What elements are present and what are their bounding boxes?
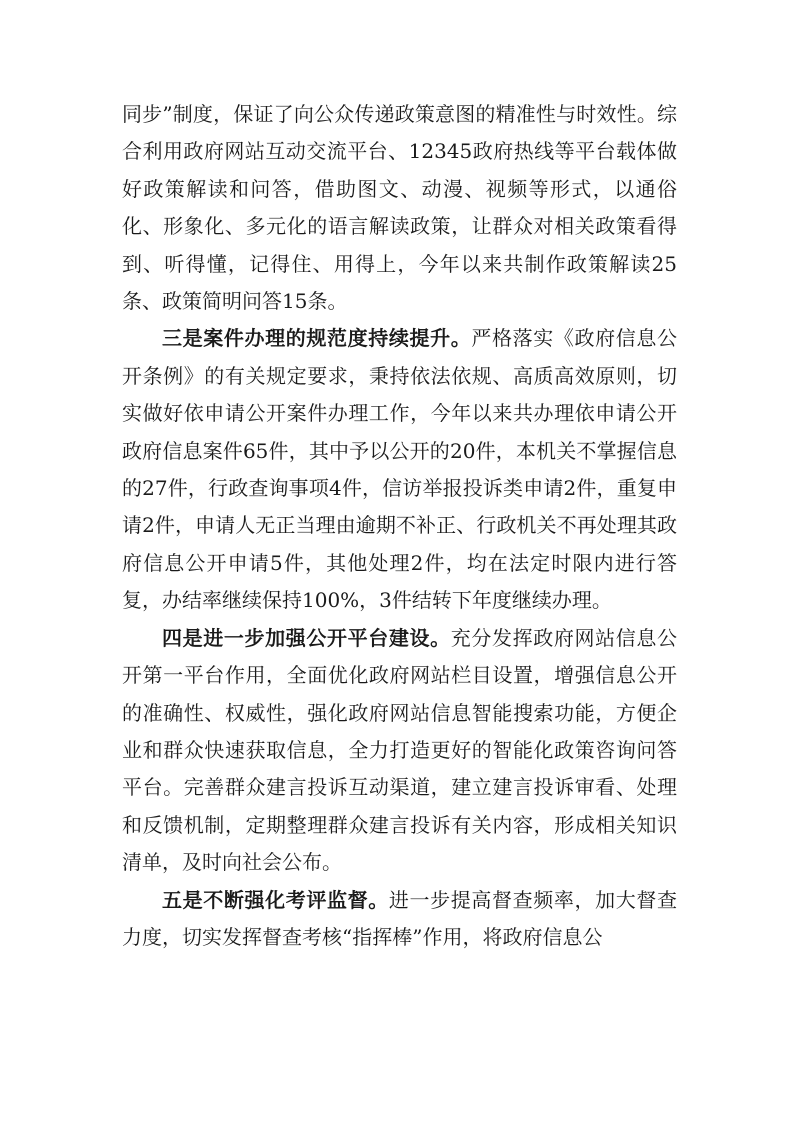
paragraph-body: 进一步提高督查频率，加大督查力度，切实发挥督查考核“指挥棒”作用，将政府信息公: [122, 887, 677, 949]
paragraph-case-handling: [122, 320, 677, 619]
paragraph-continuation: [122, 96, 677, 320]
paragraph-supervision: [122, 882, 677, 957]
paragraph-body: 充分发挥政府网站信息公开第一平台作用，全面优化政府网站栏目设置，增强信息公开的准确性、权威性，强化政府网站信息智能搜索功能，方便企业和群众快速获取信息，全力打造更好的智能化政策咨询问答平台。完善群众建言投诉互动渠道，建立建言投诉审看、处理和反馈机制，定期整理群众建言投诉有关内容，形成相关知识清单，及时向社会公布。: [122, 625, 677, 875]
paragraph-heading: 五是不断强化考评监督。: [162, 887, 389, 912]
paragraph-heading: 四是进一步加强公开平台建设。: [162, 625, 451, 650]
paragraph-body: 严格落实《政府信息公开条例》的有关规定要求，秉持依法依规、高质高效原则，切实做好依申请公开案件办理工作，今年以来共办理依申请公开政府信息案件65件，其中予以公开的20件，本机关不掌握信息的27件，行政查询事项4件，信访举报投诉类申请2件，重复申请2件，申请人无正当理由逾期不补正、行政机关不再处理其政府信息公开申请5件，其他处理2件，均在法定时限内进行答复，办结率继续保持100%，3件结转下年度继续办理。: [122, 326, 677, 613]
paragraph-platform-building: [122, 620, 677, 882]
paragraph-body: 同步”制度，保证了向公众传递政策意图的精准性与时效性。综合利用政府网站互动交流平台、12345政府热线等平台载体做好政策解读和问答，借助图文、动漫、视频等形式，以通俗化、形象化、多元化的语言解读政策，让群众对相关政策看得到、听得懂，记得住、用得上，今年以来共制作政策解读25条、政策简明问答15条。: [122, 102, 677, 314]
paragraph-heading: 三是案件办理的规范度持续提升。: [162, 326, 472, 351]
document-body: [122, 96, 677, 956]
